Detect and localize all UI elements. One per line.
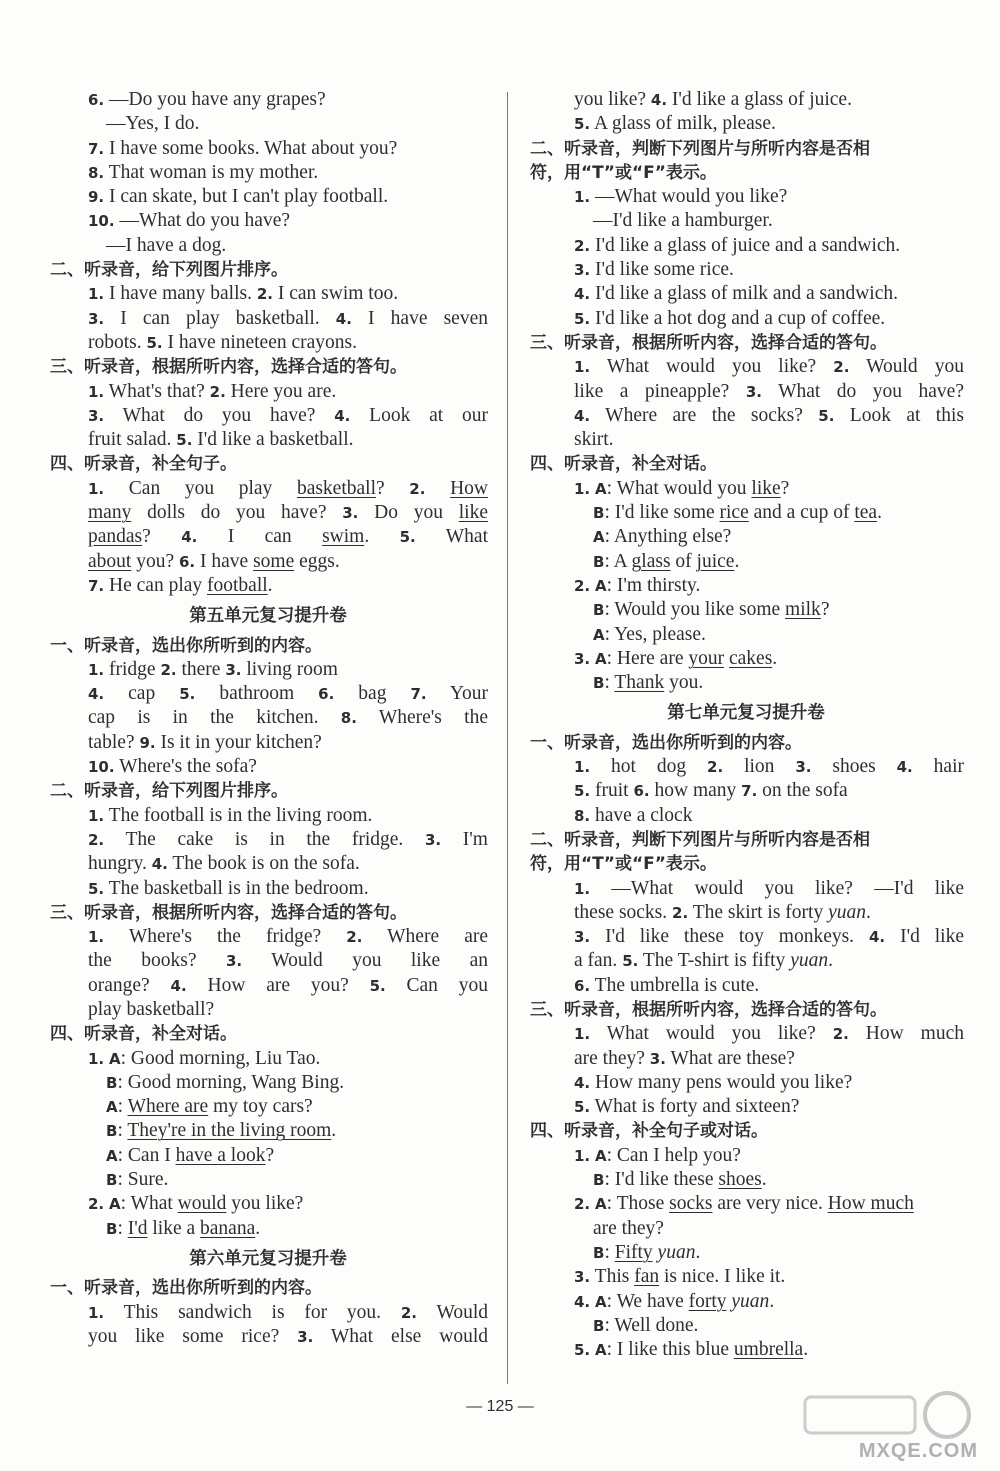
column-divider — [507, 92, 508, 1384]
section-heading: 三、听录音，根据所听内容，选择合适的答句。 — [50, 902, 407, 923]
answer-line: table? 9. Is it in your kitchen? — [88, 731, 322, 753]
answer-line: 8. That woman is my mother. — [88, 161, 319, 183]
answer-line: 2. I'd like a glass of juice and a sandwich. — [574, 234, 901, 256]
answer-line: 2. A: I'm thirsty. — [574, 574, 701, 596]
answer-line: B: I'd like some rice and a cup of tea. — [593, 502, 882, 524]
answer-line: fruit salad. 5. I'd like a basketball. — [88, 429, 354, 451]
section-heading: 二、听录音，判断下列图片与所听内容是否相 — [530, 138, 870, 159]
answer-line: 1. What would you like? 2. How much — [574, 1023, 964, 1045]
answer-line: 1. A: Can I help you? — [574, 1144, 741, 1166]
section-heading: 四、听录音，补全句子。 — [50, 454, 237, 475]
answer-line: B: Thank you. — [593, 672, 704, 694]
section-heading: 三、听录音，根据所听内容，选择合适的答句。 — [50, 357, 407, 378]
answer-line: these socks. 2. The skirt is forty yuan. — [574, 901, 871, 923]
answer-line: 3. I'd like some rice. — [574, 259, 734, 281]
answer-line: 7. I have some books. What about you? — [88, 137, 398, 159]
watermark-text: MXQE.COM — [858, 1440, 978, 1462]
section-heading: 一、听录音，选出你所听到的内容。 — [50, 1278, 322, 1299]
answer-line: 1. —What would you like? —I'd like — [574, 877, 964, 899]
answer-line: 4. I'd like a glass of milk and a sandwich. — [574, 283, 898, 305]
section-heading: 三、听录音，根据所听内容，选择合适的答句。 — [530, 999, 887, 1020]
answer-line: hungry. 4. The book is on the sofa. — [88, 853, 360, 875]
answer-line: 2. A: Those socks are very nice. How much — [574, 1193, 914, 1215]
section-heading: 二、听录音，判断下列图片与所听内容是否相 — [530, 829, 870, 850]
answer-line: 1. hot dog 2. lion 3. shoes 4. hair — [574, 756, 964, 778]
section-heading: 二、听录音，给下列图片排序。 — [50, 260, 288, 281]
answer-line: B: A glass of juice. — [593, 550, 740, 572]
answer-line: 4. Where are the socks? 5. Look at this — [574, 404, 964, 426]
answer-line: B: Good morning, Wang Bing. — [106, 1071, 345, 1093]
section-heading: 符，用“T”或“F”表示。 — [530, 854, 717, 875]
answer-line: 1. Can you play basketball? 2. How — [88, 477, 488, 499]
section-heading: 一、听录音，选出你所听到的内容。 — [50, 635, 322, 656]
answer-line: 1. Where's the fridge? 2. Where are — [88, 926, 488, 948]
answer-line: 5. What is forty and sixteen? — [574, 1096, 800, 1118]
answer-line: orange? 4. How are you? 5. Can you — [88, 974, 488, 996]
answer-line: 2. The cake is in the fridge. 3. I'm — [88, 828, 488, 850]
answer-line: 3. I can play basketball. 4. I have seven — [88, 307, 488, 329]
answer-line: like a pineapple? 3. What do you have? — [574, 380, 964, 402]
answer-line: pandas? 4. I can swim. 5. What — [88, 526, 488, 548]
answer-line: many dolls do you have? 3. Do you like — [88, 502, 488, 524]
answer-line: 10. —What do you have? — [88, 210, 291, 232]
answer-line: the books? 3. Would you like an — [88, 950, 488, 972]
answer-line: 1. What's that? 2. Here you are. — [88, 380, 337, 402]
answer-line: A: Where are my toy cars? — [106, 1096, 313, 1118]
answer-line: 3. This fan is nice. I like it. — [574, 1266, 786, 1288]
answer-line: 1. I have many balls. 2. I can swim too. — [88, 283, 399, 305]
answer-line: B: Well done. — [593, 1314, 699, 1336]
unit-title: 第五单元复习提升卷 — [189, 606, 347, 627]
answer-line: A: Anything else? — [593, 526, 732, 548]
answer-line: 4. cap 5. bathroom 6. bag 7. Your — [88, 683, 489, 705]
answer-line: B: I'd like these shoes. — [593, 1169, 767, 1191]
answer-line: 3. I'd like these toy monkeys. 4. I'd like — [574, 926, 964, 948]
answer-line: about you? 6. I have some eggs. — [88, 550, 340, 572]
answer-line: —I have a dog. — [106, 234, 227, 256]
page-number: — 125 — — [466, 1398, 534, 1415]
answer-line: —I'd like a hamburger. — [593, 210, 773, 232]
answer-line: you like? 4. I'd like a glass of juice. — [574, 89, 852, 110]
answer-line: B: Sure. — [106, 1169, 169, 1191]
answer-line: 1. —What would you like? — [574, 186, 788, 208]
answer-line: A: Yes, please. — [593, 623, 706, 645]
answer-line: 5. A glass of milk, please. — [574, 113, 776, 135]
answer-line: 1. This sandwich is for you. 2. Would — [88, 1301, 488, 1323]
unit-title: 第六单元复习提升卷 — [189, 1248, 347, 1269]
answer-line: 2. A: What would you like? — [88, 1193, 304, 1215]
answer-line: A: Can I have a look? — [106, 1144, 275, 1166]
section-heading: 三、听录音，根据所听内容，选择合适的答句。 — [530, 332, 887, 353]
answer-line: 1. fridge 2. there 3. living room — [88, 658, 338, 680]
answer-line: skirt. — [574, 429, 614, 451]
section-heading: 符，用“T”或“F”表示。 — [530, 162, 717, 183]
unit-title: 第七单元复习提升卷 — [667, 703, 825, 724]
section-heading: 二、听录音，给下列图片排序。 — [50, 781, 288, 802]
answer-line: —Yes, I do. — [106, 113, 200, 135]
section-heading: 四、听录音，补全句子或对话。 — [530, 1121, 768, 1142]
section-heading: 四、听录音，补全对话。 — [530, 454, 717, 475]
answer-line: 4. A: We have forty yuan. — [574, 1290, 775, 1312]
answer-line: cap is in the kitchen. 8. Where's the — [88, 707, 489, 729]
answer-line: robots. 5. I have nineteen crayons. — [88, 331, 358, 353]
answer-line: 9. I can skate, but I can't play football. — [88, 186, 389, 208]
answer-line: 7. He can play football. — [88, 574, 273, 596]
answer-line: B: Fifty yuan. — [593, 1241, 701, 1263]
answer-line: 5. fruit 6. how many 7. on the sofa — [574, 780, 848, 802]
answer-line: 1. The football is in the living room. — [88, 804, 373, 826]
answer-line: a fan. 5. The T-shirt is fifty yuan. — [574, 950, 833, 972]
answer-line: 10. Where's the sofa? — [88, 756, 257, 778]
section-heading: 一、听录音，选出你所听到的内容。 — [530, 732, 802, 753]
answer-line: 3. What do you have? 4. Look at our — [88, 404, 488, 426]
answer-line: 5. I'd like a hot dog and a cup of coffee. — [574, 307, 886, 329]
answer-line: 5. A: I like this blue umbrella. — [574, 1339, 809, 1361]
answer-line: 5. The basketball is in the bedroom. — [88, 877, 369, 899]
answer-line: 3. A: Here are your cakes. — [574, 647, 778, 669]
answer-line: B: They're in the living room. — [106, 1120, 337, 1142]
answer-line: 6. —Do you have any grapes? — [88, 89, 326, 110]
answer-line: play basketball? — [88, 998, 215, 1020]
right-column — [528, 88, 964, 1362]
answer-line: are they? — [593, 1217, 664, 1239]
left-column — [48, 88, 488, 1349]
answer-line: you like some rice? 3. What else would — [88, 1325, 488, 1347]
answer-line: B: Would you like some milk? — [593, 599, 830, 621]
answer-line: 1. What would you like? 2. Would you — [574, 356, 964, 378]
section-heading: 四、听录音，补全对话。 — [50, 1024, 237, 1045]
answer-line: are they? 3. What are these? — [574, 1047, 795, 1069]
answer-line: 6. The umbrella is cute. — [574, 974, 760, 996]
answer-line: 1. A: Good morning, Liu Tao. — [88, 1047, 321, 1069]
answer-line: 1. A: What would you like? — [574, 477, 790, 499]
answer-line: 8. have a clock — [574, 804, 693, 826]
answer-line: 4. How many pens would you like? — [574, 1071, 853, 1093]
answer-line: B: I'd like a banana. — [106, 1217, 261, 1239]
